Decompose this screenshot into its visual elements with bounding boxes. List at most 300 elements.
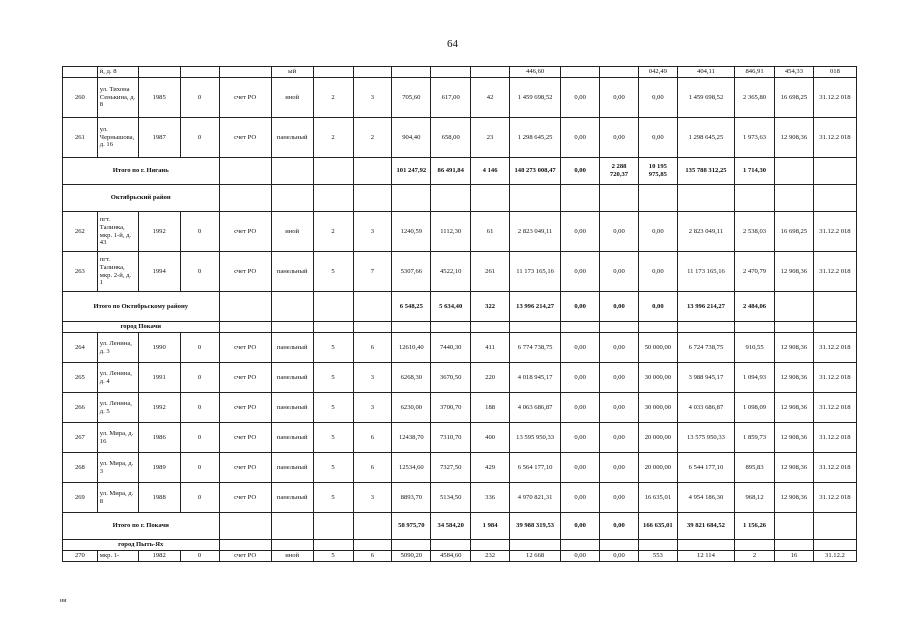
- table-cell: 0: [180, 453, 219, 483]
- table-cell: 12438,70: [392, 423, 431, 453]
- table-cell: 4 033 686,87: [677, 393, 734, 423]
- table-cell: 1 859,73: [735, 423, 775, 453]
- table-cell: 0,00: [561, 363, 600, 393]
- table-cell: 266: [63, 393, 98, 423]
- table-cell: 31.12.2 018: [813, 363, 856, 393]
- table-row: [63, 67, 857, 78]
- table-cell: [775, 292, 814, 322]
- table-cell: 30 000,00: [638, 363, 677, 393]
- table-cell: [813, 185, 856, 212]
- table-cell: 7: [353, 252, 392, 292]
- table-cell: [775, 540, 814, 551]
- table-cell: [313, 513, 353, 540]
- table-cell: [638, 185, 677, 212]
- table-cell: [392, 67, 431, 78]
- table-cell: счет РО: [219, 363, 271, 393]
- table-cell: [138, 67, 180, 78]
- table-cell: 265: [63, 363, 98, 393]
- table-cell: [313, 158, 353, 185]
- table-cell: 262: [63, 212, 98, 252]
- table-cell: 23: [471, 118, 510, 158]
- table-cell: 4 018 945,17: [510, 363, 561, 393]
- table-cell: 0,00: [638, 212, 677, 252]
- table-cell: [561, 322, 600, 333]
- table-cell: 0,00: [600, 78, 639, 118]
- table-row: [63, 118, 857, 158]
- table-cell: й, д. 8: [97, 67, 138, 78]
- table-cell: [271, 292, 313, 322]
- table-cell: 3700,70: [431, 393, 471, 423]
- table-cell: город Покачи: [63, 322, 220, 333]
- table-cell: 0,00: [600, 513, 639, 540]
- table-cell: 8893,70: [392, 483, 431, 513]
- table-cell: [735, 185, 775, 212]
- table-cell: 4 954 186,30: [677, 483, 734, 513]
- table-cell: 31.12.2 018: [813, 333, 856, 363]
- table-cell: 1 973,63: [735, 118, 775, 158]
- table-cell: 553: [638, 551, 677, 562]
- table-cell: 188: [471, 393, 510, 423]
- table-cell: 1 459 698,52: [510, 78, 561, 118]
- table-row: [63, 483, 857, 513]
- table-cell: 0: [180, 212, 219, 252]
- table-cell: иной: [271, 78, 313, 118]
- table-cell: [677, 322, 734, 333]
- table-cell: счет РО: [219, 393, 271, 423]
- table-cell: 0: [180, 252, 219, 292]
- table-cell: [510, 540, 561, 551]
- table-cell: 58 975,70: [392, 513, 431, 540]
- table-cell: 658,00: [431, 118, 471, 158]
- table-cell: 2 823 049,11: [510, 212, 561, 252]
- table-cell: 4584,60: [431, 551, 471, 562]
- table-cell: счет РО: [219, 252, 271, 292]
- table-cell: 5 634,40: [431, 292, 471, 322]
- table-cell: 0: [180, 78, 219, 118]
- section-header-row: [63, 322, 857, 333]
- table-cell: 446,60: [510, 67, 561, 78]
- subtotal-row: [63, 513, 857, 540]
- table-cell: панельный: [271, 363, 313, 393]
- table-cell: 12 908,36: [775, 363, 814, 393]
- table-cell: 0,00: [638, 292, 677, 322]
- table-cell: ул. Мира, д. 16: [97, 423, 138, 453]
- table-cell: 0,00: [600, 453, 639, 483]
- table-cell: 2: [735, 551, 775, 562]
- table-cell: 12 908,36: [775, 453, 814, 483]
- table-cell: ул. Тихона Сенькина, д. 8: [97, 78, 138, 118]
- table-cell: [353, 158, 392, 185]
- table-cell: 13 575 950,33: [677, 423, 734, 453]
- table-cell: 0,00: [561, 78, 600, 118]
- table-cell: 6 564 177,10: [510, 453, 561, 483]
- table-cell: 12 908,36: [775, 393, 814, 423]
- table-cell: панельный: [271, 483, 313, 513]
- table-cell: 6 724 738,75: [677, 333, 734, 363]
- table-cell: 0,00: [561, 333, 600, 363]
- table-cell: [561, 67, 600, 78]
- table-cell: 705,60: [392, 78, 431, 118]
- table-cell: [353, 322, 392, 333]
- table-cell: 6230,00: [392, 393, 431, 423]
- table-cell: 429: [471, 453, 510, 483]
- table-cell: 7327,50: [431, 453, 471, 483]
- table-cell: 2 538,03: [735, 212, 775, 252]
- table-cell: [735, 322, 775, 333]
- table-cell: 16 698,25: [775, 78, 814, 118]
- table-cell: Итого по Октябрьскому району: [63, 292, 220, 322]
- table-cell: 0,00: [600, 333, 639, 363]
- table-cell: 12534,60: [392, 453, 431, 483]
- table-cell: 269: [63, 483, 98, 513]
- table-cell: 13 595 950,33: [510, 423, 561, 453]
- table-cell: 5: [313, 393, 353, 423]
- table-cell: [775, 185, 814, 212]
- table-cell: 6: [353, 333, 392, 363]
- table-cell: [600, 185, 639, 212]
- table-cell: 6: [353, 423, 392, 453]
- table-cell: [813, 292, 856, 322]
- table-cell: [813, 158, 856, 185]
- table-cell: пгт. Талинка, мкр. 1-й, д. 43: [97, 212, 138, 252]
- table-cell: Итого по г. Покачи: [63, 513, 220, 540]
- table-cell: 12 908,36: [775, 252, 814, 292]
- table-cell: [353, 67, 392, 78]
- table-cell: 4522,10: [431, 252, 471, 292]
- table-cell: [271, 158, 313, 185]
- table-cell: 322: [471, 292, 510, 322]
- table-cell: пгт. Талинка, мкр. 2-й, д. 1: [97, 252, 138, 292]
- table-cell: ул. Ленина, д. 3: [97, 333, 138, 363]
- table-cell: 3 988 945,17: [677, 363, 734, 393]
- table-cell: 4 970 821,31: [510, 483, 561, 513]
- table-cell: ул. Мира, д. 8: [97, 483, 138, 513]
- table-cell: 904,40: [392, 118, 431, 158]
- table-cell: панельный: [271, 118, 313, 158]
- table-row: [63, 363, 857, 393]
- table-cell: 13 996 214,27: [677, 292, 734, 322]
- table-cell: [561, 540, 600, 551]
- table-cell: 0: [180, 393, 219, 423]
- table-cell: [600, 540, 639, 551]
- table-cell: 617,00: [431, 78, 471, 118]
- table-cell: 12610,40: [392, 333, 431, 363]
- table-cell: [392, 322, 431, 333]
- table-cell: счет РО: [219, 453, 271, 483]
- table-cell: 1987: [138, 118, 180, 158]
- subtotal-row: [63, 158, 857, 185]
- table-cell: 0: [180, 551, 219, 562]
- table-cell: 2: [313, 118, 353, 158]
- table-cell: ул. Ленина, д. 4: [97, 363, 138, 393]
- table-cell: ый: [271, 67, 313, 78]
- table-cell: 1989: [138, 453, 180, 483]
- table-cell: 20 000,00: [638, 453, 677, 483]
- table-cell: панельный: [271, 393, 313, 423]
- table-body: [63, 67, 857, 562]
- table-cell: [431, 67, 471, 78]
- table-cell: 16: [775, 551, 814, 562]
- table-row: [63, 333, 857, 363]
- table-cell: 1 298 645,25: [510, 118, 561, 158]
- table-cell: 261: [471, 252, 510, 292]
- table-cell: 16 698,25: [775, 212, 814, 252]
- table-cell: 0,00: [561, 551, 600, 562]
- table-cell: [219, 292, 271, 322]
- table-cell: [392, 540, 431, 551]
- table-cell: панельный: [271, 252, 313, 292]
- table-cell: 5134,50: [431, 483, 471, 513]
- table-cell: 0,00: [561, 118, 600, 158]
- table-cell: счет РО: [219, 212, 271, 252]
- table-cell: 31.12.2 018: [813, 393, 856, 423]
- table-cell: [353, 540, 392, 551]
- table-cell: 0,00: [600, 423, 639, 453]
- table-cell: [219, 322, 271, 333]
- table-cell: [353, 185, 392, 212]
- section-header-row: [63, 540, 857, 551]
- table-row: [63, 78, 857, 118]
- table-cell: 910,55: [735, 333, 775, 363]
- table-cell: 1 156,26: [735, 513, 775, 540]
- table-cell: 4 063 686,87: [510, 393, 561, 423]
- table-cell: [600, 322, 639, 333]
- table-cell: [471, 322, 510, 333]
- table-cell: 2: [313, 212, 353, 252]
- table-cell: 454,33: [775, 67, 814, 78]
- table-cell: 264: [63, 333, 98, 363]
- table-cell: 220: [471, 363, 510, 393]
- table-cell: [677, 540, 734, 551]
- table-cell: [510, 185, 561, 212]
- table-cell: 39 988 319,53: [510, 513, 561, 540]
- table-cell: 270: [63, 551, 98, 562]
- table-cell: 3: [353, 393, 392, 423]
- table-cell: 31.12.2: [813, 551, 856, 562]
- table-cell: 042,49: [638, 67, 677, 78]
- footer-mark: ни: [60, 598, 67, 604]
- table-cell: 260: [63, 78, 98, 118]
- table-cell: панельный: [271, 423, 313, 453]
- table-cell: 267: [63, 423, 98, 453]
- table-cell: [313, 540, 353, 551]
- table-cell: [313, 292, 353, 322]
- table-cell: [353, 292, 392, 322]
- table-cell: 0,00: [561, 423, 600, 453]
- table-cell: 3: [353, 483, 392, 513]
- table-cell: 1112,30: [431, 212, 471, 252]
- table-cell: счет РО: [219, 78, 271, 118]
- table-cell: 7310,70: [431, 423, 471, 453]
- table-cell: 12 908,36: [775, 423, 814, 453]
- table-cell: 1992: [138, 212, 180, 252]
- table-row: [63, 551, 857, 562]
- table-cell: 0,00: [600, 292, 639, 322]
- table-cell: Итого по г. Нягань: [63, 158, 220, 185]
- housing-repair-table: [62, 66, 857, 562]
- table-cell: [219, 540, 271, 551]
- table-cell: ул. Чернышова, д. 16: [97, 118, 138, 158]
- table-cell: [431, 540, 471, 551]
- table-cell: [219, 513, 271, 540]
- table-cell: 148 273 008,47: [510, 158, 561, 185]
- table-cell: 30 000,00: [638, 393, 677, 423]
- table-cell: 0: [180, 483, 219, 513]
- table-row: [63, 252, 857, 292]
- table-cell: 5: [313, 483, 353, 513]
- table-cell: 13 996 214,27: [510, 292, 561, 322]
- table-cell: счет РО: [219, 423, 271, 453]
- table-cell: 0,00: [600, 393, 639, 423]
- table-cell: [471, 185, 510, 212]
- table-row: [63, 423, 857, 453]
- table-cell: 1 459 698,52: [677, 78, 734, 118]
- table-cell: 0,00: [638, 252, 677, 292]
- table-cell: 12 908,36: [775, 483, 814, 513]
- table-cell: 10 195 975,85: [638, 158, 677, 185]
- table-cell: 0: [180, 363, 219, 393]
- table-cell: [219, 158, 271, 185]
- table-cell: 846,91: [735, 67, 775, 78]
- table-cell: 1990: [138, 333, 180, 363]
- table-cell: 135 788 312,25: [677, 158, 734, 185]
- table-cell: 0,00: [600, 363, 639, 393]
- table-cell: 1 098,09: [735, 393, 775, 423]
- table-cell: ул. Мира, д. 3: [97, 453, 138, 483]
- table-cell: [775, 322, 814, 333]
- table-cell: 268: [63, 453, 98, 483]
- table-cell: 3: [353, 212, 392, 252]
- table-cell: 7440,30: [431, 333, 471, 363]
- table-cell: [431, 185, 471, 212]
- table-cell: 2 470,79: [735, 252, 775, 292]
- table-cell: 5: [313, 333, 353, 363]
- table-cell: [271, 185, 313, 212]
- table-cell: Октябрьский район: [63, 185, 220, 212]
- table-cell: 6 544 177,10: [677, 453, 734, 483]
- table-cell: 0,00: [600, 252, 639, 292]
- table-cell: 1 094,93: [735, 363, 775, 393]
- table-cell: счет РО: [219, 333, 271, 363]
- table-cell: 166 635,01: [638, 513, 677, 540]
- table-cell: 6 774 738,75: [510, 333, 561, 363]
- section-header-row: [63, 185, 857, 212]
- table-cell: 2 484,06: [735, 292, 775, 322]
- table-cell: [431, 322, 471, 333]
- table-cell: 0,00: [600, 118, 639, 158]
- table-cell: 3: [353, 363, 392, 393]
- table-cell: 31.12.2 018: [813, 118, 856, 158]
- table-cell: 0,00: [600, 551, 639, 562]
- table-cell: [271, 540, 313, 551]
- table-cell: 3: [353, 78, 392, 118]
- table-cell: 34 584,20: [431, 513, 471, 540]
- table-cell: [180, 67, 219, 78]
- table-cell: 0,00: [600, 483, 639, 513]
- table-cell: 2 823 049,11: [677, 212, 734, 252]
- table-cell: [353, 513, 392, 540]
- table-cell: 12 908,36: [775, 118, 814, 158]
- table-cell: [510, 322, 561, 333]
- table-cell: город Пыть-Ях: [63, 540, 220, 551]
- table-cell: 1991: [138, 363, 180, 393]
- table-cell: 1 714,30: [735, 158, 775, 185]
- table-cell: 968,12: [735, 483, 775, 513]
- table-cell: мкр. 1-: [97, 551, 138, 562]
- table-cell: 11 173 165,16: [510, 252, 561, 292]
- table-cell: 5: [313, 453, 353, 483]
- table-cell: иной: [271, 551, 313, 562]
- table-cell: 263: [63, 252, 98, 292]
- table-cell: 12 908,36: [775, 333, 814, 363]
- table-cell: 31.12.2 018: [813, 483, 856, 513]
- table-cell: 1 298 645,25: [677, 118, 734, 158]
- table-cell: 5307,66: [392, 252, 431, 292]
- page-number: 64: [447, 38, 458, 50]
- table-cell: 5: [313, 363, 353, 393]
- table-cell: 6: [353, 453, 392, 483]
- table-cell: счет РО: [219, 551, 271, 562]
- table-cell: 2 365,80: [735, 78, 775, 118]
- table-cell: 1986: [138, 423, 180, 453]
- table-cell: 5: [313, 423, 353, 453]
- table-cell: 895,83: [735, 453, 775, 483]
- table-cell: [63, 67, 98, 78]
- table-cell: 20 000,00: [638, 423, 677, 453]
- table-cell: 2 288 720,37: [600, 158, 639, 185]
- table-cell: 0,00: [561, 393, 600, 423]
- table-cell: 3670,50: [431, 363, 471, 393]
- table-cell: 1 984: [471, 513, 510, 540]
- table-cell: [271, 513, 313, 540]
- table-cell: [471, 540, 510, 551]
- table-cell: 50 000,00: [638, 333, 677, 363]
- table-cell: 0,00: [561, 483, 600, 513]
- table-cell: 0,00: [638, 78, 677, 118]
- table-cell: ул. Ленина, д. 5: [97, 393, 138, 423]
- table-row: [63, 453, 857, 483]
- table-cell: 12 668: [510, 551, 561, 562]
- table-cell: [219, 67, 271, 78]
- table-cell: 31.12.2 018: [813, 252, 856, 292]
- table-row: [63, 212, 857, 252]
- table-cell: [392, 185, 431, 212]
- table-cell: 31.12.2 018: [813, 78, 856, 118]
- table-cell: 1992: [138, 393, 180, 423]
- table-cell: 0: [180, 118, 219, 158]
- table-cell: 232: [471, 551, 510, 562]
- table-cell: 5: [313, 551, 353, 562]
- table-cell: [561, 185, 600, 212]
- table-cell: [677, 185, 734, 212]
- table-cell: 0,00: [561, 212, 600, 252]
- table-cell: [638, 322, 677, 333]
- table-cell: 411: [471, 333, 510, 363]
- table-cell: [313, 67, 353, 78]
- table-cell: 0,00: [561, 513, 600, 540]
- table-cell: [775, 513, 814, 540]
- table-cell: 31.12.2 018: [813, 423, 856, 453]
- table-cell: [600, 67, 639, 78]
- table-cell: панельный: [271, 333, 313, 363]
- table-cell: 336: [471, 483, 510, 513]
- table-cell: 400: [471, 423, 510, 453]
- table-cell: [813, 322, 856, 333]
- table-cell: иной: [271, 212, 313, 252]
- table-cell: 11 173 165,16: [677, 252, 734, 292]
- table-cell: 1982: [138, 551, 180, 562]
- table-cell: 0,00: [561, 453, 600, 483]
